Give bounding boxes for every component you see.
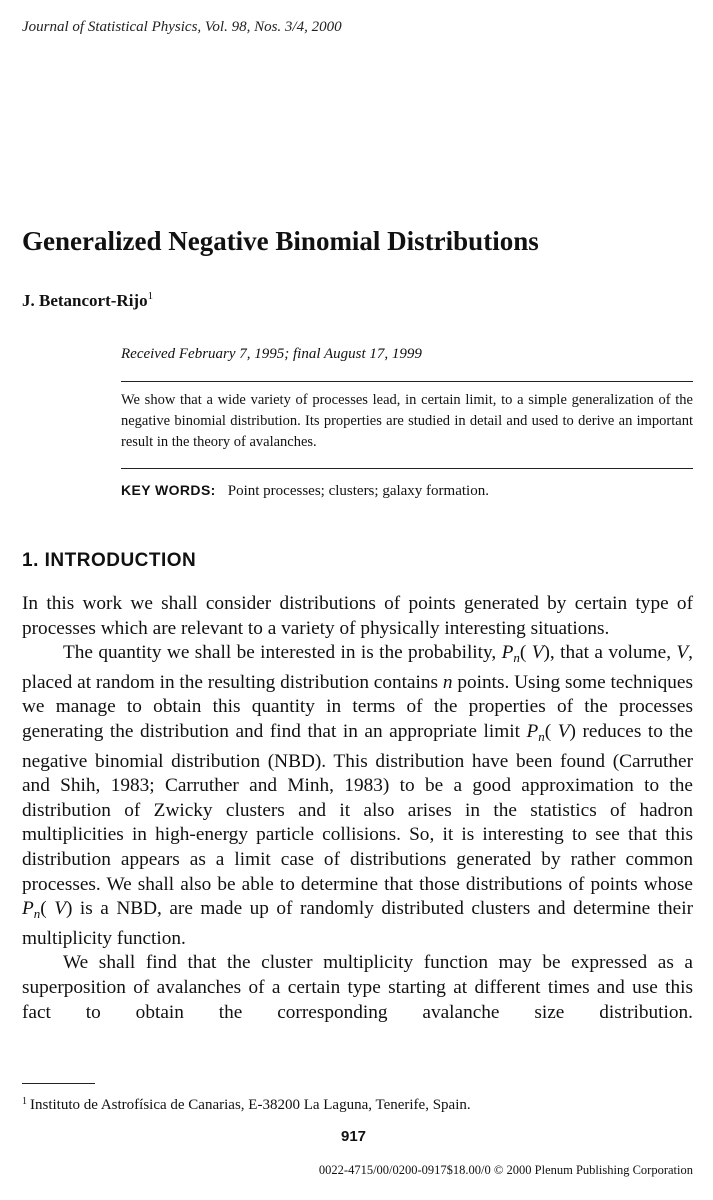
copyright-line: 0022-4715/00/0200-0917$18.00/0 © 2000 Plenum Publishing Corporation: [318, 1163, 693, 1177]
abstract-top-rule: [121, 381, 693, 382]
symbol-V: V: [531, 642, 544, 664]
section-body: [22, 592, 693, 1025]
footnote-text: Instituto de Astrofísica de Canarias, E-38200 La Laguna, Tenerife, Spain.: [30, 1097, 471, 1113]
received-date: Received February 7, 1995; final August 17, 1999: [121, 346, 422, 362]
symbol-n-subscript: n: [513, 650, 520, 666]
keywords: [121, 482, 489, 500]
paragraph-2: The quantity we shall be interested in is the probability, $P_n$( V), that a volume, V, placed at random in the resulting distribution contains n points. Using some techniques we manage to obtain this quantity in terms of the properties of the processes generating the distribution and find that in an appropriate limit $P_n$( V) reduces to the negative binomial distribution (NBD). This distribution have been found (Carruther and Shih, 1983; Carruther and Minh, 1983) to be a good approximation to the distribution of Zwicky clusters and it also arises in the statistics of hadron multiplicities in high-energy particle collisions. So, it is interesting to see that this distribution appears as a limit case of distributions generated by rather common processes. We shall also be able to determine that those distributions of points whose $P_n$( V) is a NBD, are made up of randomly distributed clusters and determine their multiplicity function.: [22, 642, 693, 949]
footnote: [22, 1096, 471, 1114]
section-heading: 1. INTRODUCTION: [22, 550, 197, 571]
symbol-V: V: [557, 720, 570, 742]
symbol-n: n: [442, 671, 453, 693]
page-number: 917: [341, 1128, 367, 1145]
symbol-V: V: [54, 898, 66, 920]
keywords-label: KEY WORDS:: [121, 482, 216, 498]
paragraph-3: We shall find that the cluster multiplicity function may be expressed as a superposition of avalanches of a certain type starting at different times and use this fact to obtain the corresponding avalanche size distribution.: [22, 952, 693, 1023]
paper-title: Generalized Negative Binomial Distributions: [22, 226, 539, 256]
footnote-rule: [22, 1083, 95, 1084]
author-footnote-mark: 1: [147, 290, 154, 302]
author-name: J. Betancort-Rijo: [22, 291, 148, 310]
symbol-n-subscript: n: [538, 728, 545, 744]
footnote-mark: 1: [22, 1096, 27, 1107]
symbol-V: V: [676, 642, 689, 664]
symbol-P: P: [526, 720, 539, 742]
symbol-P: P: [501, 642, 514, 664]
keywords-text: Point processes; clusters; galaxy formation.: [227, 483, 489, 499]
abstract: We show that a wide variety of processes lead, in certain limit, to a simple generalization of the negative binomial distribution. Its properties are studied in detail and used to derive an important result in the theory of avalanches.: [121, 392, 693, 450]
journal-header: Journal of Statistical Physics, Vol. 98, Nos. 3/4, 2000: [22, 19, 342, 35]
author-line: [22, 290, 153, 311]
symbol-P: P: [22, 898, 34, 920]
paragraph-1: In this work we shall consider distributions of points generated by certain type of processes which are relevant to a variety of physically interesting situations.: [22, 593, 693, 639]
symbol-n-subscript: n: [33, 906, 41, 922]
abstract-bottom-rule: [121, 468, 693, 469]
